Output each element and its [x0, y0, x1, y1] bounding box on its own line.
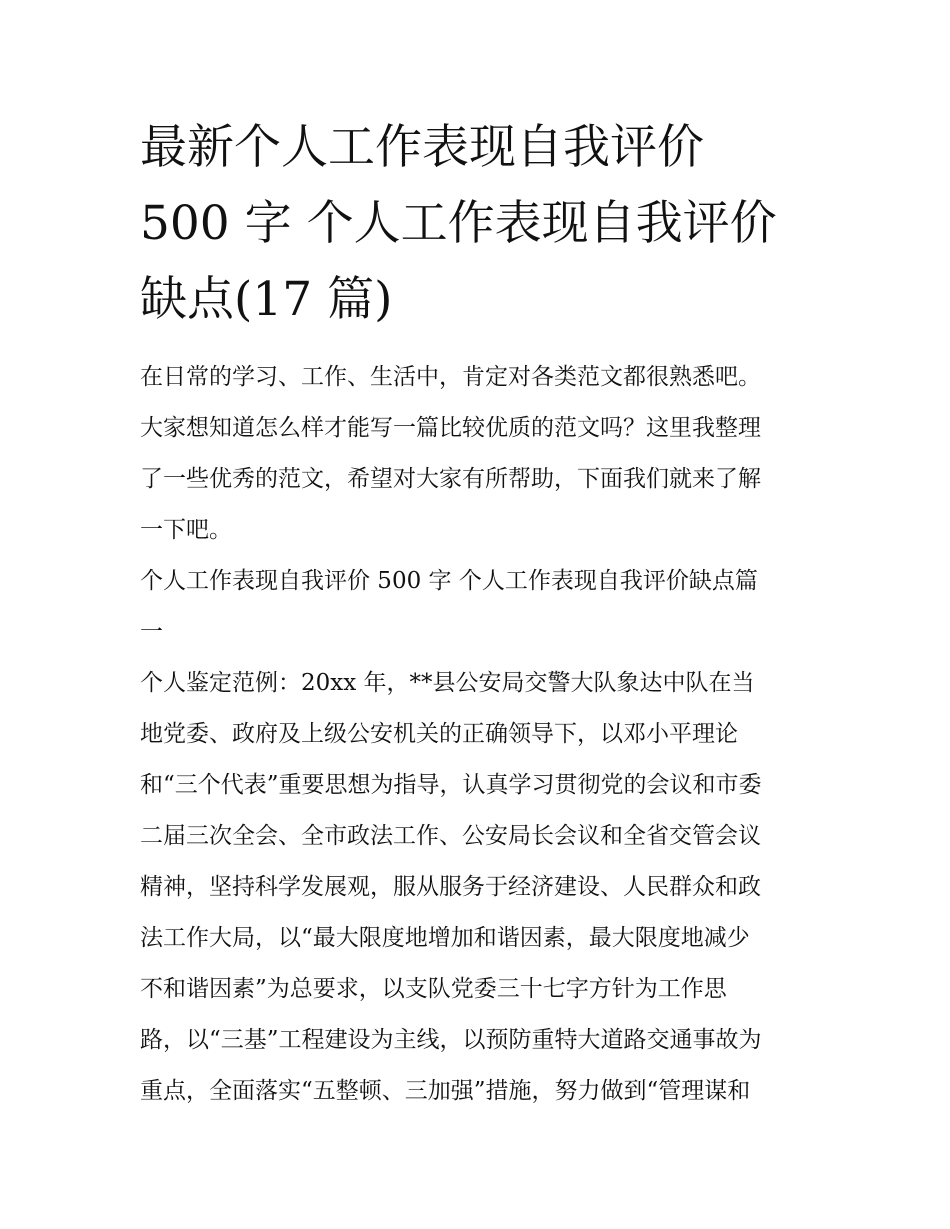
intro-paragraph — [140, 352, 815, 556]
title-line: 最新个人工作表现自我评价 — [140, 120, 704, 175]
text-line: 地党委、政府及上级公安机关的正确领导下，以邓小平理论 — [140, 721, 738, 747]
text-line: 路，以“三基”工程建设为主线，以预防重特大道路交通事故为 — [140, 1027, 762, 1053]
text-line: 二届三次全会、全市政法工作、公安局长会议和全省交管会议 — [140, 823, 761, 849]
title-line: 500 字 个人工作表现自我评价 — [140, 196, 777, 251]
text-line: 和“三个代表”重要思想为指导，认真学习贯彻党的会议和市委 — [140, 772, 762, 798]
text-line: 重点，全面落实“五整顿、三加强”措施，努力做到“管理谋和 — [140, 1078, 751, 1104]
document-title — [140, 110, 815, 338]
text-line: 一 — [140, 619, 163, 645]
body-paragraph — [140, 658, 815, 1117]
document-content — [140, 110, 815, 1117]
text-line: 一下吧。 — [140, 517, 232, 543]
title-line: 缺点(17 篇) — [140, 272, 393, 327]
text-line: 个人鉴定范例：20xx 年，**县公安局交警大队象达中队在当 — [140, 670, 755, 696]
section-heading — [140, 556, 815, 658]
text-line: 大家想知道怎么样才能写一篇比较优质的范文吗？这里我整理 — [140, 415, 761, 441]
text-line: 不和谐因素”为总要求，以支队党委三十七字方针为工作思 — [140, 976, 727, 1002]
text-line: 个人工作表现自我评价 500 字 个人工作表现自我评价缺点篇 — [140, 568, 758, 594]
text-line: 在日常的学习、工作、生活中，肯定对各类范文都很熟悉吧。 — [140, 364, 761, 390]
text-line: 法工作大局，以“最大限度地增加和谐因素，最大限度地减少 — [140, 925, 750, 951]
text-line: 了一些优秀的范文，希望对大家有所帮助，下面我们就来了解 — [140, 466, 761, 492]
text-line: 精神，坚持科学发展观，服从服务于经济建设、人民群众和政 — [140, 874, 761, 900]
document-body — [140, 352, 815, 1117]
